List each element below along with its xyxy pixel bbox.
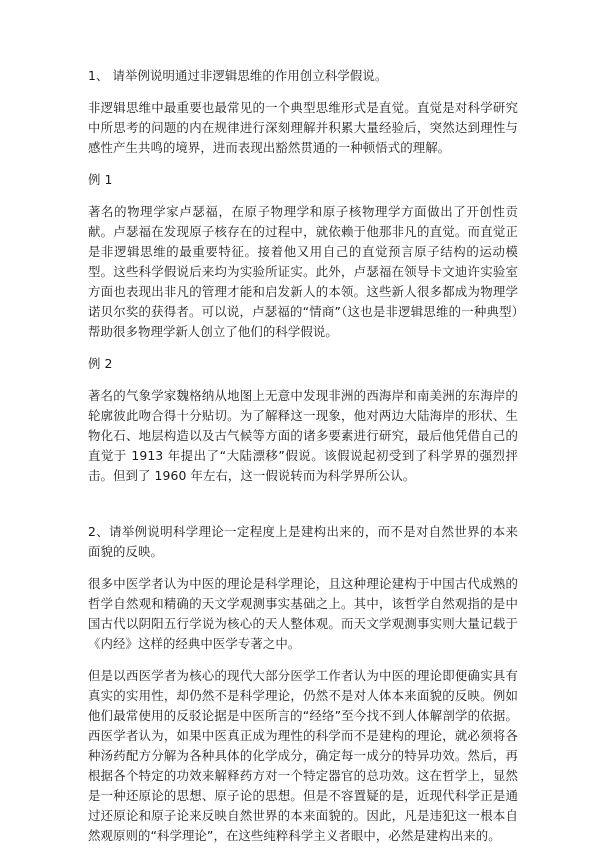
- question-1-heading: 1、 请举例说明通过非逻辑思维的作用创立科学假说。: [88, 68, 388, 83]
- example-1-paragraph: 著名的物理学家卢瑟福，在原子物理学和原子核物理学方面做出了开创性贡献。卢瑟福在发现原子核存在的过程中，就依赖于他那非凡的直觉。而直觉正是非逻辑思维的最重要特征。接着他又用自己的直觉预言原子结构的运动模型。这些科学假说后来均为实验所证实。此外，卢瑟福在领导卡文迪许实验室方面也表现出非凡的管理才能和启发新人的本领。这些新人很多都成为物理学诺贝尔奖的获得者。可以说，卢瑟福的“情商”（这也是非逻辑思维的一种典型）帮助很多物理学新人创立了他们的科学假说。: [88, 204, 518, 339]
- question-2-heading: 2、请举例说明科学理论一定程度上是建构出来的，而不是对自然世界的本来面貌的反映。: [88, 524, 518, 559]
- document-page: [88, 66, 518, 846]
- q2-paragraph-1: 很多中医学者认为中医的理论是科学理论，且这种理论建构于中国古代成熟的哲学自然观和精确的天文学观测事实基础之上。其中，该哲学自然观指的是中国古代以阴阳五行学说为核心的天人整体观。而天文学观测事实则大量记载于《内经》这样的经典中医学专著之中。: [88, 576, 518, 651]
- example-2-label: 例 2: [88, 356, 113, 371]
- example-1-label: 例 1: [88, 172, 113, 187]
- example-2-paragraph: 著名的气象学家魏格纳从地图上无意中发现非洲的西海岸和南美洲的东海岸的轮廓彼此吻合得十分贴切。为了解释这一现象，他对两边大陆海岸的形状、生物化石、地层构造以及古气候等方面的诸多要素进行研究，最后他凭借自己的直觉于 1913 年提出了“大陆漂移”假说。该假说起初受到了科学界的强烈抨击。但到了 1960 年左右，这一假说转而为科学界所公认。: [88, 388, 518, 483]
- q2-paragraph-2: 但是以西医学者为核心的现代大部分医学工作者认为中医的理论即便确实具有真实的实用性，却仍然不是科学理论，仍然不是对人体本来面貌的反映。例如他们最常使用的反驳论据是中医所言的“经络”至今找不到人体解剖学的依据。西医学者认为，如果中医真正成为理性的科学而不是建构的理论，就必须将各种汤药配方分解为各种具体的化学成分，确定每一成分的特异功效。然后，再根据各个特定的功效来解释药方对一个特定器官的总功效。这在哲学上，显然是一种还原论的思想、原子论的思想。但是不容置疑的是，近现代科学正是通过还原论和原子论来反映自然世界的本来面貌的。因此，凡是违犯这一根本自然观原则的“科学理论”，在这些纯粹科学主义者眼中，必然是建构出来的。: [88, 668, 518, 843]
- q1-intro-paragraph: 非逻辑思维中最重要也最常见的一个典型思维形式是直觉。直觉是对科学研究中所思考的问题的内在规律进行深刻理解并积累大量经验后，突然达到理性与感性产生共鸣的境界，进而表现出豁然贯通的一种顿悟式的理解。: [88, 100, 518, 155]
